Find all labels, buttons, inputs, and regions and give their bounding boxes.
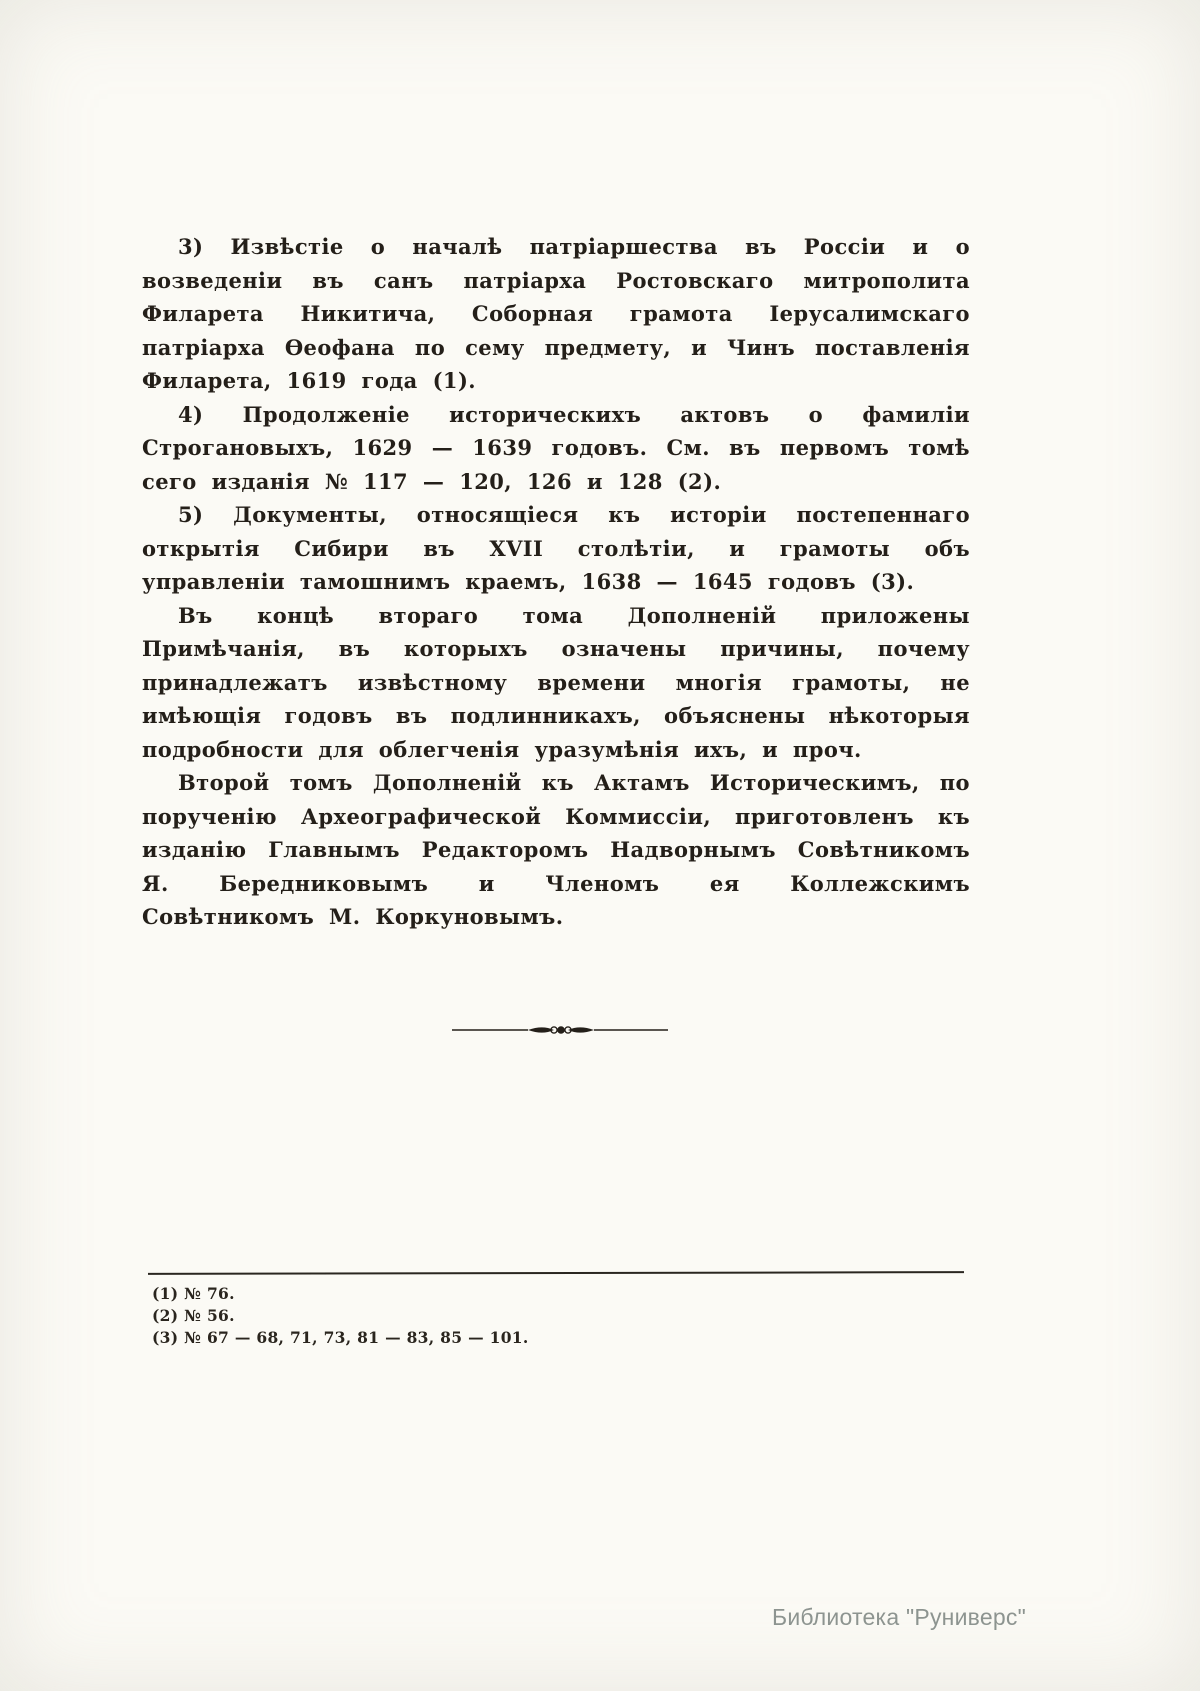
footnote-3: (3) № 67 — 68, 71, 73, 81 — 83, 85 — 101. <box>152 1328 529 1347</box>
paragraph-item-4: 4) Продолженіе историческихъ актовъ о фамиліи Строгановыхъ, 1629 — 1639 годовъ. См. въ первомъ томѣ сего изданія № 117 — 120, 126 и 128 (2). <box>142 401 970 494</box>
paragraph-item-3: 3) Извѣстіе о началѣ патріаршества въ Россіи и о возведеніи въ санъ патріарха Ростовскаго митрополита Филарета Никитича, Соборная грамота Іерусалимскаго патріарха Ѳеофана по сему предмету, и Чинъ поставленія Филарета, 1619 года (1). <box>142 234 970 393</box>
ornamental-divider-graphic <box>450 1022 670 1038</box>
paragraph-item-5: 5) Документы, относящіеся къ исторіи постепеннаго открытія Сибири въ XVII столѣтіи, и грамоты объ управленіи тамошнимъ краемъ, 1638 — 1645 годовъ (3). <box>142 502 970 594</box>
footnotes-block <box>152 1283 529 1349</box>
footnote-separator-rule <box>148 1271 964 1275</box>
footnote-1: (1) № 76. <box>152 1284 235 1303</box>
paragraph-editors: Второй томъ Дополненій къ Актамъ Историческимъ, по порученію Археографической Коммиссіи, приготовленъ къ изданію Главнымъ Редакторомъ Надворнымъ Совѣтникомъ Я. Бередниковымъ и Членомъ ея Коллежскимъ Совѣтникомъ М. Коркуновымъ. <box>142 770 970 929</box>
ornamental-divider <box>450 1022 670 1038</box>
body-text-block <box>142 230 970 934</box>
library-watermark: Библиотека "Руниверс" <box>772 1604 1027 1630</box>
footnote-2: (2) № 56. <box>152 1306 235 1325</box>
paragraph-notes-description: Въ концѣ втораго тома Дополненій приложены Примѣчанія, въ которыхъ означены причины, почему принадлежатъ извѣстному времени многія грамоты, не имѣющія годовъ въ подлинникахъ, объяснены нѣкоторыя подробности для облегченія уразумѣнія ихъ, и проч. <box>142 602 970 762</box>
